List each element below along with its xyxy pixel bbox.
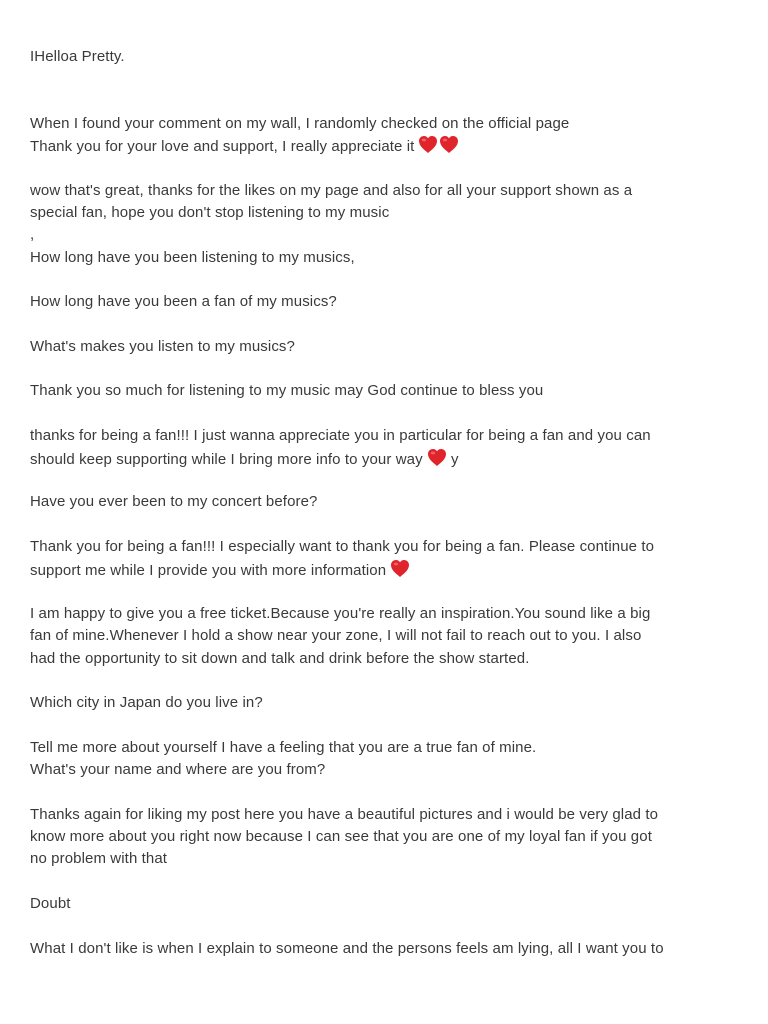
paragraph-8-line-3: no problem with that xyxy=(30,850,168,867)
paragraph-9: Doubt xyxy=(30,895,71,912)
paragraph-1-line-1: When I found your comment on my wall, I randomly checked on the official page xyxy=(30,115,570,132)
paragraph-5-line-2 xyxy=(30,559,410,581)
paragraph-6-line-2: fan of mine.Whenever I hold a show near your zone, I will not fail to reach out to you. I also xyxy=(30,627,642,644)
heart-icon xyxy=(418,135,438,154)
paragraph-4-line-2 xyxy=(30,448,459,470)
paragraph-2-line-2: special fan, hope you don't stop listening to my music xyxy=(30,204,390,221)
paragraph-4-line-2-text: should keep supporting while I bring more info to your way xyxy=(30,451,423,468)
paragraph-1-line-2-text: Thank you for your love and support, I really appreciate it xyxy=(30,138,415,155)
paragraph-1-line-2 xyxy=(30,135,459,157)
paragraph-5-line-2-text: support me while I provide you with more information xyxy=(30,562,387,579)
heart-icon xyxy=(390,559,410,578)
heart-icon xyxy=(439,135,459,154)
paragraph-2-line-3: , xyxy=(30,226,35,243)
paragraph-8-line-1: Thanks again for liking my post here you have a beautiful pictures and i would be very glad to xyxy=(30,806,659,823)
paragraph-4-line-2-tail: y xyxy=(450,451,459,468)
question-4: Which city in Japan do you live in? xyxy=(30,694,263,711)
paragraph-10: What I don't like is when I explain to someone and the persons feels am lying, all I want you to xyxy=(30,940,664,957)
paragraph-3: Thank you so much for listening to my music may God continue to bless you xyxy=(30,382,544,399)
question-3: Have you ever been to my concert before? xyxy=(30,493,318,510)
question-2: What's makes you listen to my musics? xyxy=(30,338,295,355)
paragraph-5-line-1: Thank you for being a fan!!! I especially want to thank you for being a fan. Please continue to xyxy=(30,538,655,555)
paragraph-7-line-1: Tell me more about yourself I have a feeling that you are a true fan of mine. xyxy=(30,739,537,756)
paragraph-8-line-2: know more about you right now because I can see that you are one of my loyal fan if you got xyxy=(30,828,652,845)
heart-icon xyxy=(427,448,447,467)
paragraph-2-line-4: How long have you been listening to my musics, xyxy=(30,249,355,266)
paragraph-4-line-1: thanks for being a fan!!! I just wanna appreciate you in particular for being a fan and you can xyxy=(30,427,651,444)
question-1: How long have you been a fan of my musics? xyxy=(30,293,337,310)
paragraph-6-line-3: had the opportunity to sit down and talk and drink before the show started. xyxy=(30,650,530,667)
greeting-line: IHelloa Pretty. xyxy=(30,48,125,65)
paragraph-2-line-1: wow that's great, thanks for the likes on my page and also for all your support shown as a xyxy=(30,182,633,199)
paragraph-7-line-2: What's your name and where are you from? xyxy=(30,761,326,778)
paragraph-6-line-1: I am happy to give you a free ticket.Because you're really an inspiration.You sound like a big xyxy=(30,605,651,622)
